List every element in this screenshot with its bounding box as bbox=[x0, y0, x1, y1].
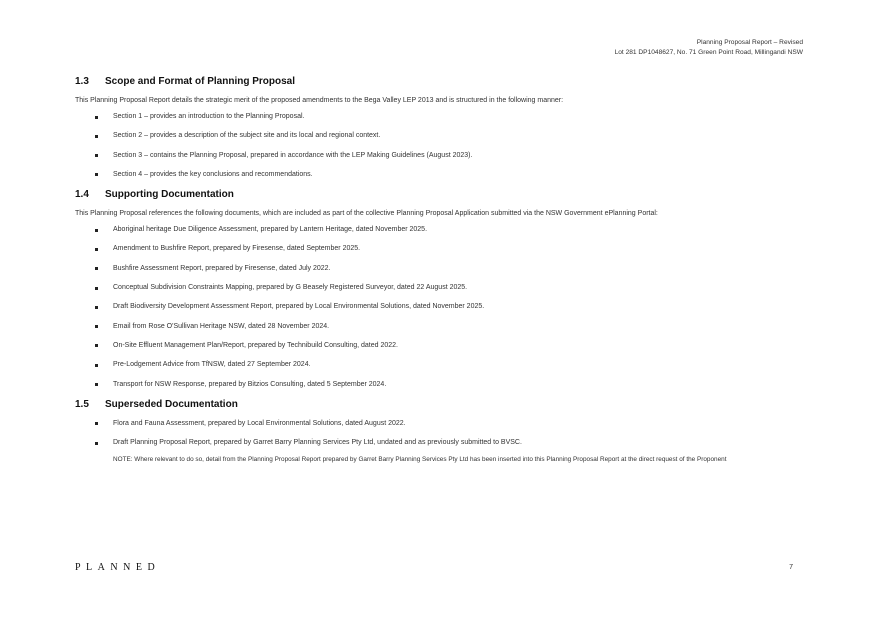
section-scope-format bbox=[75, 76, 805, 180]
note-text: NOTE: Where relevant to do so, detail from the Planning Proposal Report prepared by Garret Barry Planning Services Pty Ltd has been inserted into this Planning Proposal Report at the direct request of the Proponent bbox=[113, 456, 727, 464]
section-heading bbox=[75, 399, 805, 413]
list-item: Flora and Fauna Assessment, prepared by Local Environmental Solutions, dated August 2022. bbox=[75, 419, 805, 429]
section-heading bbox=[75, 189, 805, 203]
list-item: Bushfire Assessment Report, prepared by Firesense, dated July 2022. bbox=[75, 264, 805, 274]
bullet-icon bbox=[95, 364, 98, 367]
list-item: Aboriginal heritage Due Diligence Assessment, prepared by Lantern Heritage, dated November 2025. bbox=[75, 225, 805, 235]
bullet-icon bbox=[95, 267, 98, 270]
list-item: Email from Rose O'Sullivan Heritage NSW, dated 28 November 2024. bbox=[75, 322, 805, 332]
section-superseded-documentation bbox=[75, 399, 805, 466]
bullet-icon bbox=[95, 229, 98, 232]
section-intro: This Planning Proposal Report details the strategic merit of the proposed amendments to the Bega Valley LEP 2013 and is structured in the following manner: bbox=[75, 97, 564, 104]
section-title: Supporting Documentation bbox=[105, 189, 234, 201]
section-number: 1.3 bbox=[75, 76, 89, 87]
bullet-icon bbox=[95, 422, 98, 425]
list-item: Section 4 – provides the key conclusions and recommendations. bbox=[75, 170, 805, 180]
bullet-icon bbox=[95, 287, 98, 290]
bullet-icon bbox=[95, 383, 98, 386]
list-item: Section 1 – provides an introduction to the Planning Proposal. bbox=[75, 112, 805, 122]
list-item: Draft Planning Proposal Report, prepared by Garret Barry Planning Services Pty Ltd, undated and as previously submitted to BVSC. bbox=[75, 438, 805, 448]
page-content bbox=[75, 76, 805, 465]
list-item: Amendment to Bushfire Report, prepared by Firesense, dated September 2025. bbox=[75, 244, 805, 254]
bullet-icon bbox=[95, 135, 98, 138]
header-title: Planning Proposal Report – Revised bbox=[696, 39, 803, 46]
bullet-list bbox=[75, 419, 805, 448]
section-intro: This Planning Proposal references the following documents, which are included as part of the collective Planning Proposal Application submitted via the NSW Government ePlanning Portal: bbox=[75, 210, 658, 218]
list-item: Pre-Lodgement Advice from TfNSW, dated 27 September 2024. bbox=[75, 360, 805, 370]
section-title: Superseded Documentation bbox=[105, 398, 238, 410]
list-item: On-Site Effluent Management Plan/Report, prepared by Technibuild Consulting, dated 2022. bbox=[75, 341, 805, 351]
list-item: Section 2 – provides a description of the subject site and its local and regional context. bbox=[75, 131, 805, 141]
bullet-icon bbox=[95, 344, 98, 347]
page-number: 7 bbox=[789, 564, 793, 571]
section-number: 1.5 bbox=[75, 398, 89, 410]
bullet-icon bbox=[95, 116, 98, 119]
bullet-icon bbox=[95, 306, 98, 309]
planned-logo: PLANNED bbox=[75, 562, 161, 573]
bullet-icon bbox=[95, 248, 98, 251]
bullet-icon bbox=[95, 325, 98, 328]
section-number: 1.4 bbox=[75, 189, 89, 201]
bullet-list bbox=[75, 225, 805, 389]
header-address: Lot 281 DP1048627, No. 71 Green Point Road, Millingandi NSW bbox=[614, 49, 803, 56]
section-title: Scope and Format of Planning Proposal bbox=[105, 76, 296, 87]
bullet-list bbox=[75, 112, 805, 180]
section-supporting-documentation bbox=[75, 189, 805, 389]
section-heading bbox=[75, 76, 805, 90]
bullet-icon bbox=[95, 442, 98, 445]
list-item: Draft Biodiversity Development Assessment Report, prepared by Local Environmental Solutions, dated November 2025. bbox=[75, 302, 805, 312]
list-item: Transport for NSW Response, prepared by Bitzios Consulting, dated 5 September 2024. bbox=[75, 380, 805, 390]
list-item: Section 3 – contains the Planning Proposal, prepared in accordance with the LEP Making Guidelines (August 2023). bbox=[75, 151, 805, 161]
bullet-icon bbox=[95, 154, 98, 157]
bullet-icon bbox=[95, 173, 98, 176]
page-header bbox=[615, 38, 803, 58]
list-item: Conceptual Subdivision Constraints Mapping, prepared by G Beasely Registered Surveyor, dated 22 August 2025. bbox=[75, 283, 805, 293]
